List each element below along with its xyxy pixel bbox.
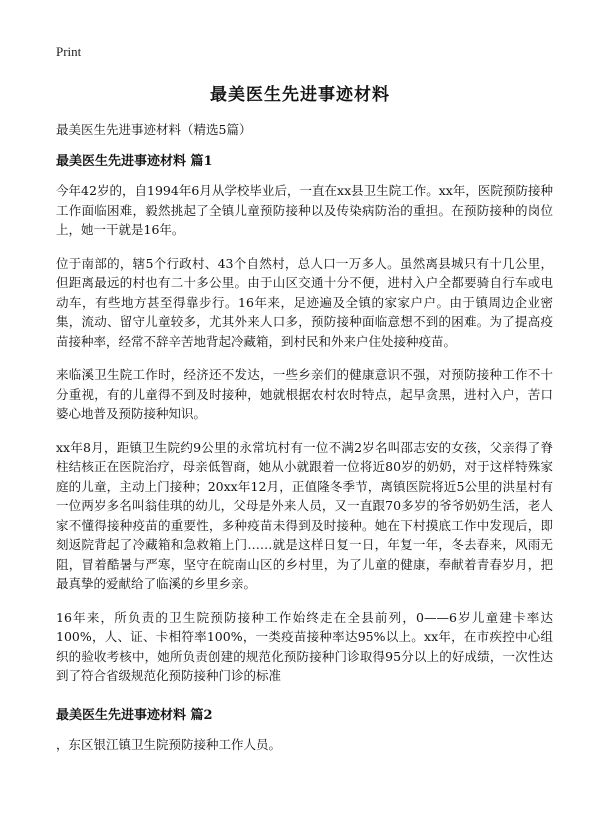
document-title: 最美医生先进事迹材料 — [210, 85, 390, 105]
document-subtitle: 最美医生先进事迹材料（精选5篇） — [56, 122, 252, 137]
paragraph: 位于南部的，辖5个行政村、43个自然村，总人口一万多人。虽然离县城只有十几公里，但距离最远的村也有二十多公里。由于山区交通十分不便，进村入户全都要骑自行车或电动车，有些地方甚至得靠步行。16年来，足迹遍及全镇的家家户户。由于镇周边企业密集，流动、留守儿童较多，尤其外来人口多，预防接种面临意想不到的困难。为了提高疫苗接种率，经常不辞辛苦地背起冷藏箱，到村民和外来户住处接种疫苗。 — [56, 255, 553, 349]
paragraph: 今年42岁的，自1994年6月从学校毕业后，一直在xx县卫生院工作。xx年，医院预防接种工作面临困难，毅然挑起了全镇儿童预防接种以及传染病防治的重担。在预防接种的岗位上，她一干就是16年。 — [56, 183, 553, 237]
paragraph: 16年来，所负责的卫生院预防接种工作始终走在全县前列，0——6岁儿童建卡率达100%，人、证、卡相符率100%，一类疫苗接种率达95%以上。xx年，在市疾控中心组织的验收考核中，她所负责创建的规范化预防接种门诊取得95分以上的好成绩，一次性达到了符合省级规范化预防接种门诊的标准 — [56, 609, 553, 683]
paragraph: xx年8月，距镇卫生院约9公里的永常坑村有一位不满2岁名叫邵志安的女孩，父亲得了脊柱结核正在医院治疗，母亲低智商，她从小就跟着一位将近80岁的奶奶，对于这样特殊家庭的儿童，主动上门接种；20xx年12月，正值隆冬季节，离镇医院将近5公里的洪星村有一位两岁多名叫翁佳琪的幼儿，父母是外来人员，又一直跟70多岁的爷爷奶奶生活，老人家不懂得接种疫苗的重要性，多种疫苗未得到及时接种。她在下村摸底工作中发现后，即刻返院背起了冷藏箱和急救箱上门……就是这样日复一日，年复一年，冬去春来，风雨无阻，冒着酷暑与严寒，坚守在皖南山区的乡村里，为了儿童的健康，奉献着青春岁月，把最真挚的爱献给了临溪的乡里乡亲。 — [56, 439, 553, 591]
section-heading-2: 最美医生先进事迹材料 篇2 — [56, 707, 213, 723]
paragraph: ，东区银江镇卫生院预防接种工作人员。 — [56, 736, 282, 752]
section-heading-1: 最美医生先进事迹材料 篇1 — [56, 154, 213, 169]
print-label: Print — [56, 44, 82, 59]
document-body — [56, 150, 553, 768]
paragraph: 来临溪卫生院工作时，经济还不发达，一些乡亲们的健康意识不强，对预防接种工作不十分重视，有的儿童得不到及时接种，她就根据农村农时特点，起早贪黑，进村入户，苦口婆心地普及预防接种知识。 — [56, 367, 553, 421]
